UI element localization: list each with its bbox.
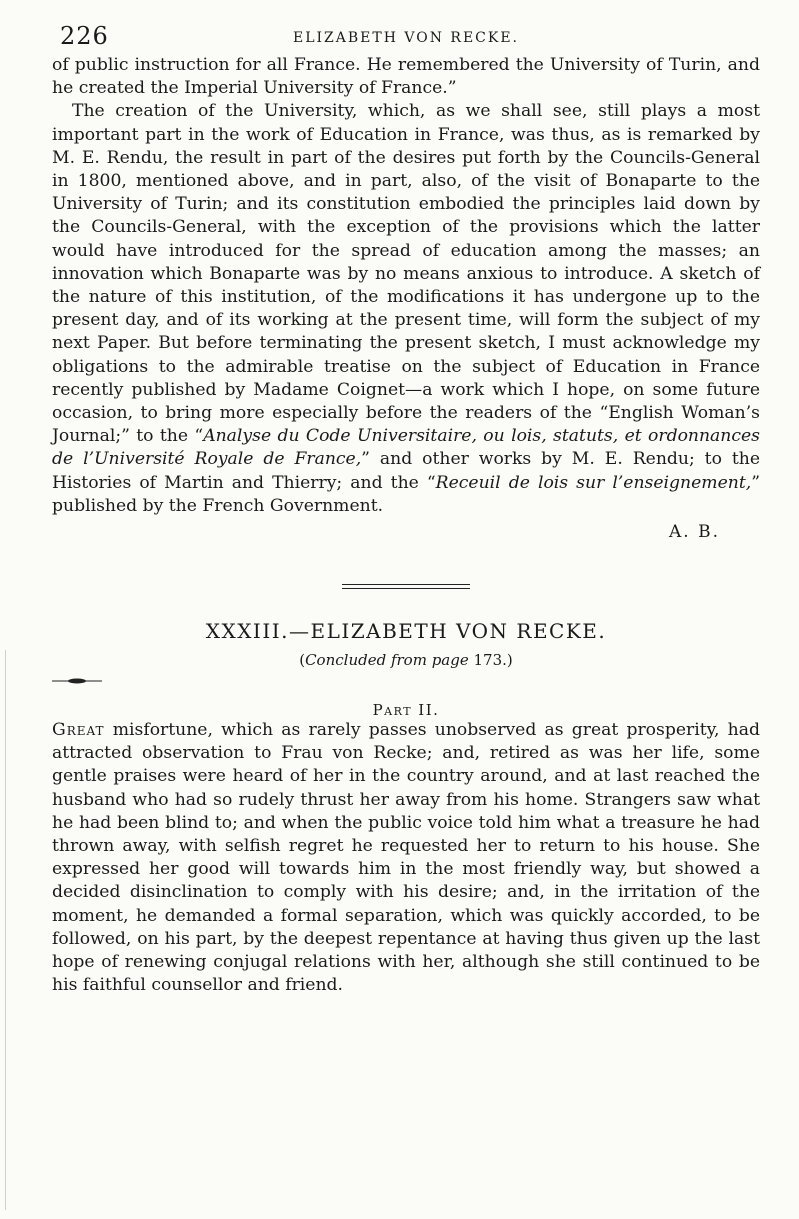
running-title: ELIZABETH VON RECKE. [292, 30, 520, 46]
paragraph-misfortune [52, 719, 760, 997]
paren-close: ) [506, 651, 513, 670]
paragraph-text: ” and other works by M. E. Rendu; to the Histories of Martin and Thierry; and the “ [52, 449, 761, 493]
paragraph-university [52, 100, 760, 518]
concluded-page: 173. [473, 651, 507, 670]
author-signature: A. B. [669, 522, 720, 543]
section-divider [342, 584, 470, 589]
paragraph-text: ” published by the French Government. [52, 472, 760, 516]
ornament-divider [52, 677, 102, 685]
concluded-note [52, 651, 760, 669]
page-header [52, 18, 760, 54]
page-margin-line [5, 650, 6, 1210]
article-title: XXXIII.—ELIZABETH VON RECKE. [205, 619, 607, 644]
page [52, 18, 760, 998]
concluded-italic: Concluded from page [305, 651, 469, 670]
italic-title-analyse: Analyse du Code Universitaire, ou lois, statuts, et ordonnances de l’Université Royale de France, [52, 426, 760, 470]
paragraph-text: misfortune, which as rarely passes unobserved as great prosperity, had attracted observation to Frau von Recke; and, retired as was her life, some gentle praises were heard of her in the country around, and at last reached the husband who had so rudely thrust her away from his home. Strangers saw what he had been blind to; and when the public voice told him what a treasure he had thrown away, with selfish regret he requested her to return to his house. She expressed her good will towards him in the most friendly way, but showed a decided disinclination to comply with his desire; and, in the irritation of the moment, he demanded a formal separation, which was quickly accorded, to be followed, on his part, by the deepest repentance at having thus given up the last hope of renewing conjugal relations with her, although she still continued to be his faithful counsellor and friend. [52, 720, 760, 996]
part-heading: Part II. [372, 701, 440, 720]
paren-open: ( [299, 651, 306, 670]
paragraph-text: The creation of the University, which, as we shall see, still plays a most important part in the work of Education in France, was thus, as is remarked by M. E. Rendu, the result in part of the desires put forth by the Councils-General in 1800, mentioned above, and in part, also, of the visit of Bonaparte to the University of Turin; and its constitution embodied the principles laid down by the Councils-General, with the exception of the provisions which the latter would have introduced for the spread of education among the masses; an innovation which Bonaparte was by no means anxious to introduce. A sketch of the nature of this institution, of the modifications it has undergone up to the present day, and of its working at the present time, will form the subject of my next Paper. But before terminating the present sketch, I must acknowledge my obligations to the admirable treatise on the subject of Education in France recently published by Madame Coignet—a work which I hope, on some future occasion, to bring more especially before the readers of the “English Woman’s Journal;” to the “ [52, 101, 760, 447]
paragraph-continued: of public instruction for all France. He remembered the University of Turin, and he created the Imperial University of France.” [52, 55, 760, 99]
lead-word: Great [52, 720, 105, 741]
italic-title-receuil: Receuil de lois sur l’enseignement, [435, 472, 752, 493]
page-number: 226 [60, 22, 109, 50]
